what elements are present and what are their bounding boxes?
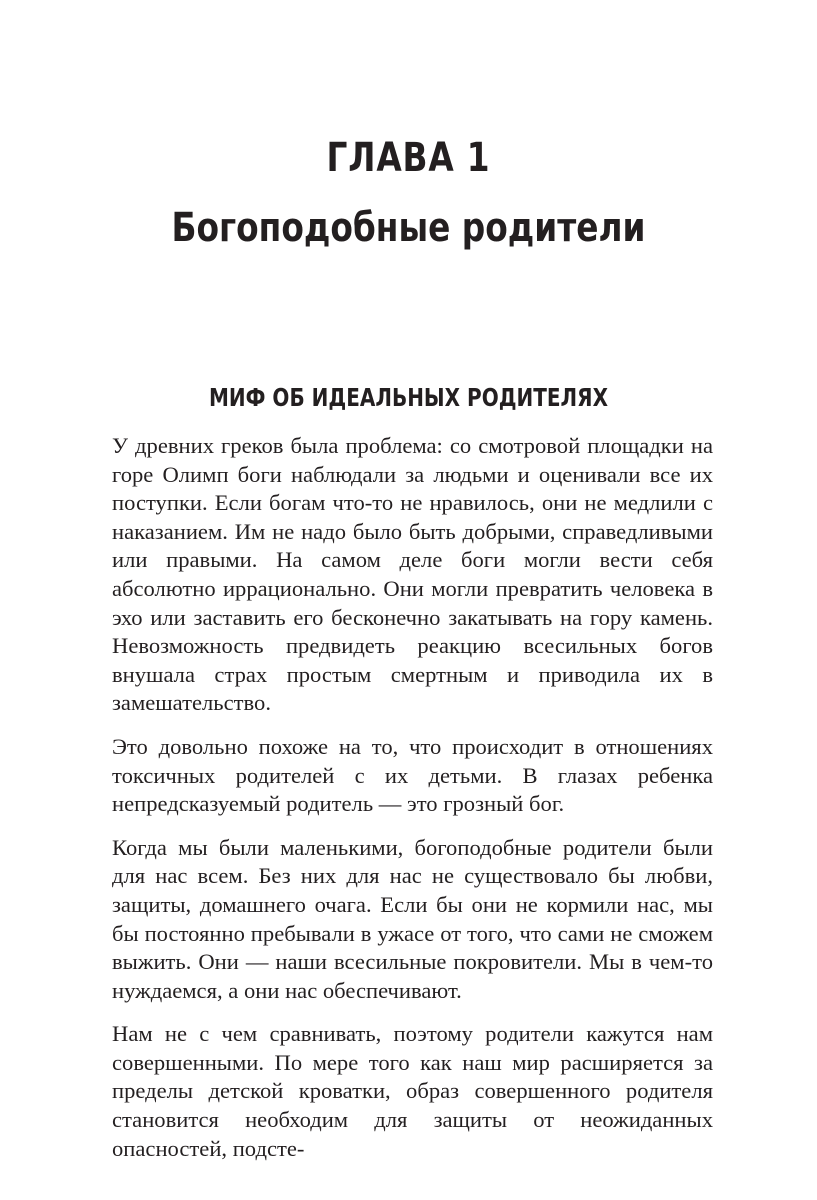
paragraph: Нам не с чем сравнивать, поэтому родители кажутся нам совершенными. По мере того как наш мир расширяется за пределы детской кроватки, образ совершенного родителя становится необходим для защиты от неожиданных опасностей, подсте- bbox=[112, 1021, 713, 1161]
paragraph: У древних греков была проблема: со смотровой площадки на горе Олимп боги наблюдали за людьми и оценивали все их поступки. Если богам что-то не нравилось, они не медлили с наказанием. Им не надо было быть добрыми, справедливыми или правыми. На самом деле боги могли вести себя абсолютно иррационально. Они могли превратить человека в эхо или заставить его бесконечно закатывать на гору камень. Невозможность предвидеть реакцию всесильных богов внушала страх простым смертным и приводила их в замешательство. bbox=[112, 433, 713, 716]
section-heading: МИФ ОБ ИДЕАЛЬНЫХ РОДИТЕЛЯХ bbox=[208, 383, 608, 412]
paragraph: Это довольно похоже на то, что происходит в отношениях токсичных родителей с их детьми. В глазах ребенка непредсказуемый родитель — это грозный бог. bbox=[112, 733, 713, 817]
paragraph: Когда мы были маленькими, богоподобные родители были для нас всем. Без них для нас не существовало бы любви, защиты, домашнего очага. Если бы они не кормили нас, мы бы постоянно пребывали в ужасе от того, что сами не сможем выжить. Они — наши всесильные покровители. Мы в чем-то нуждаемся, а они нас обеспечивают. bbox=[112, 834, 713, 1003]
chapter-title: Богоподобные родители bbox=[171, 205, 646, 251]
chapter-label: ГЛАВА 1 bbox=[326, 135, 491, 181]
body-text bbox=[112, 432, 713, 1178]
